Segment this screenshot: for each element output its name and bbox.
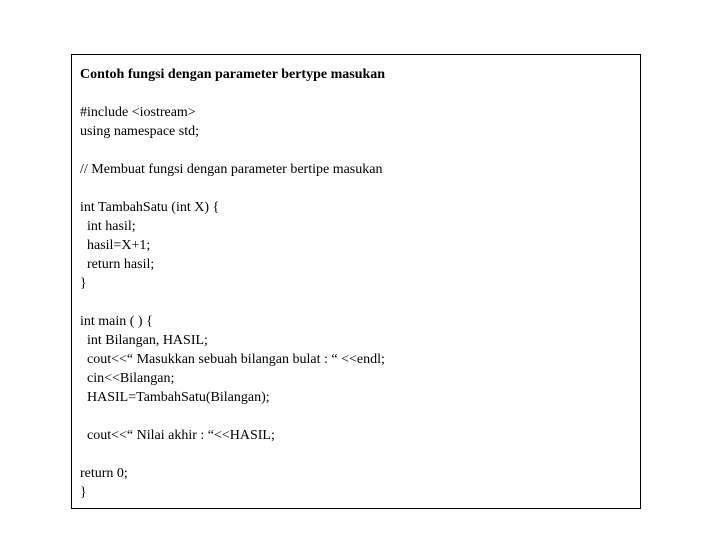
code-line-blank (80, 445, 640, 464)
code-line-blank (80, 407, 640, 426)
code-line-cout-result: cout<<“ Nilai akhir : “<<HASIL; (80, 428, 275, 443)
code-line-main-signature: int main ( ) { (80, 314, 153, 329)
code-line-main-closing-brace: } (80, 485, 87, 500)
code-line-function-signature: int TambahSatu (int X) { (80, 200, 220, 215)
code-line-declaration: int hasil; (80, 219, 136, 234)
code-line-blank (80, 84, 640, 103)
code-line-blank (80, 179, 640, 198)
code-line-main-declaration: int Bilangan, HASIL; (80, 333, 208, 348)
code-listing-box (71, 54, 641, 509)
code-line-blank (80, 293, 640, 312)
code-line-cout-prompt: cout<<“ Masukkan sebuah bilangan bulat : “ <<endl; (80, 352, 385, 367)
code-line-namespace: using namespace std; (80, 124, 199, 139)
code-line-assignment: hasil=X+1; (80, 238, 151, 253)
code-line-closing-brace: } (80, 276, 87, 291)
code-line-cin: cin<<Bilangan; (80, 371, 175, 386)
code-line-include: #include <iostream> (80, 105, 196, 120)
code-line-return: return hasil; (80, 257, 155, 272)
code-line-comment: // Membuat fungsi dengan parameter bertipe masukan (80, 162, 383, 177)
code-line-main-return: return 0; (80, 466, 128, 481)
code-title: Contoh fungsi dengan parameter bertype masukan (80, 67, 386, 82)
code-line-function-call: HASIL=TambahSatu(Bilangan); (80, 390, 270, 405)
code-line-blank (80, 141, 640, 160)
